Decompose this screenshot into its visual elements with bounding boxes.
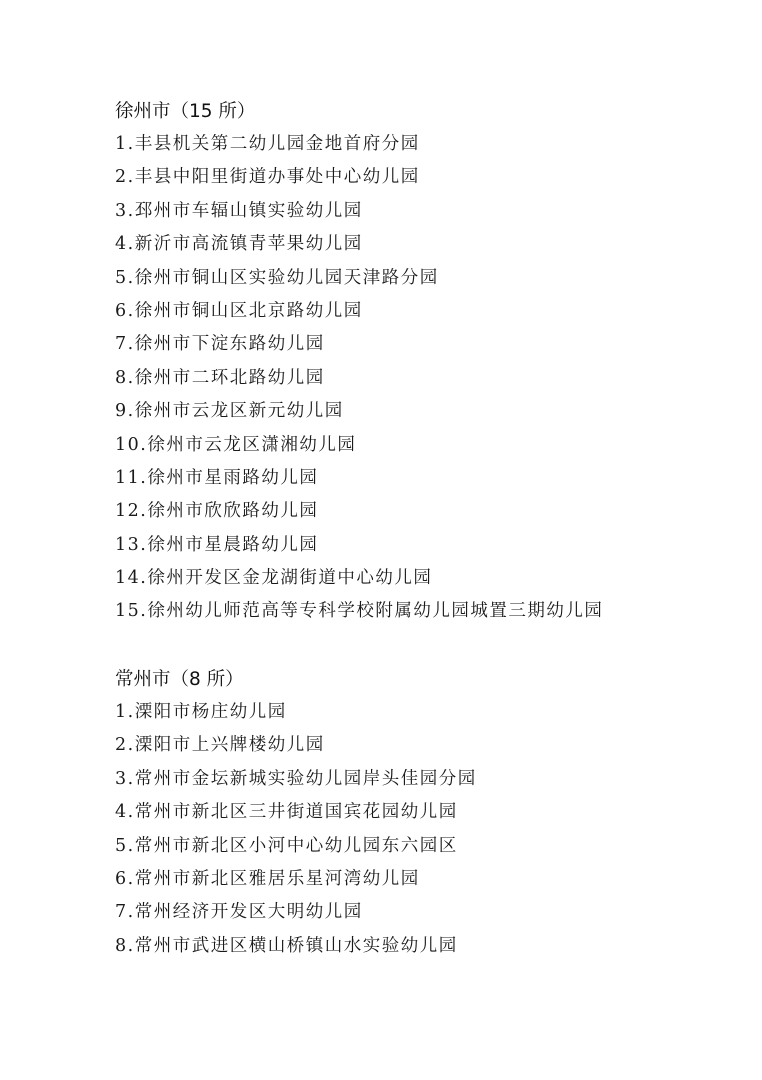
list-item: 4.新沂市高流镇青苹果幼儿园: [115, 234, 363, 255]
section-heading: 常州市（8 所）: [115, 669, 244, 690]
section-heading: 徐州市（15 所）: [115, 101, 256, 122]
list-item: 8.徐州市二环北路幼儿园: [115, 367, 325, 388]
list-item: 12.徐州市欣欣路幼儿园: [115, 501, 319, 522]
kindergarten-list: [115, 696, 735, 963]
list-item: 7.徐州市下淀东路幼儿园: [115, 334, 325, 355]
list-item: 13.徐州市星晨路幼儿园: [115, 534, 319, 555]
list-item: 2.丰县中阳里街道办事处中心幼儿园: [115, 167, 420, 188]
list-item: 9.徐州市云龙区新元幼儿园: [115, 401, 344, 422]
list-item: 6.常州市新北区雅居乐星河湾幼儿园: [115, 868, 420, 889]
kindergarten-list: [115, 128, 735, 629]
list-item: 10.徐州市云龙区潇湘幼儿园: [115, 434, 357, 455]
list-item: 1.丰县机关第二幼儿园金地首府分园: [115, 134, 420, 154]
list-item: 3.邳州市车辐山镇实验幼儿园: [115, 200, 363, 221]
list-item: 5.常州市新北区小河中心幼儿园东六园区: [115, 835, 458, 856]
section-changzhou: [115, 663, 735, 963]
list-item: 2.溧阳市上兴牌楼幼儿园: [115, 735, 325, 756]
list-item: 8.常州市武进区横山桥镇山水实验幼儿园: [115, 935, 458, 956]
list-item: 14.徐州开发区金龙湖街道中心幼儿园: [115, 568, 433, 589]
list-item: 1.溧阳市杨庄幼儿园: [115, 702, 287, 722]
section-xuzhou: [115, 95, 735, 629]
list-item: 6.徐州市铜山区北京路幼儿园: [115, 300, 363, 321]
list-item: 5.徐州市铜山区实验幼儿园天津路分园: [115, 267, 439, 288]
list-item: 7.常州经济开发区大明幼儿园: [115, 902, 363, 923]
list-item: 11.徐州市星雨路幼儿园: [115, 467, 319, 488]
list-item: 15.徐州幼儿师范高等专科学校附属幼儿园城置三期幼儿园: [115, 601, 604, 622]
list-item: 4.常州市新北区三井街道国宾花园幼儿园: [115, 802, 458, 823]
list-item: 3.常州市金坛新城实验幼儿园岸头佳园分园: [115, 768, 477, 789]
